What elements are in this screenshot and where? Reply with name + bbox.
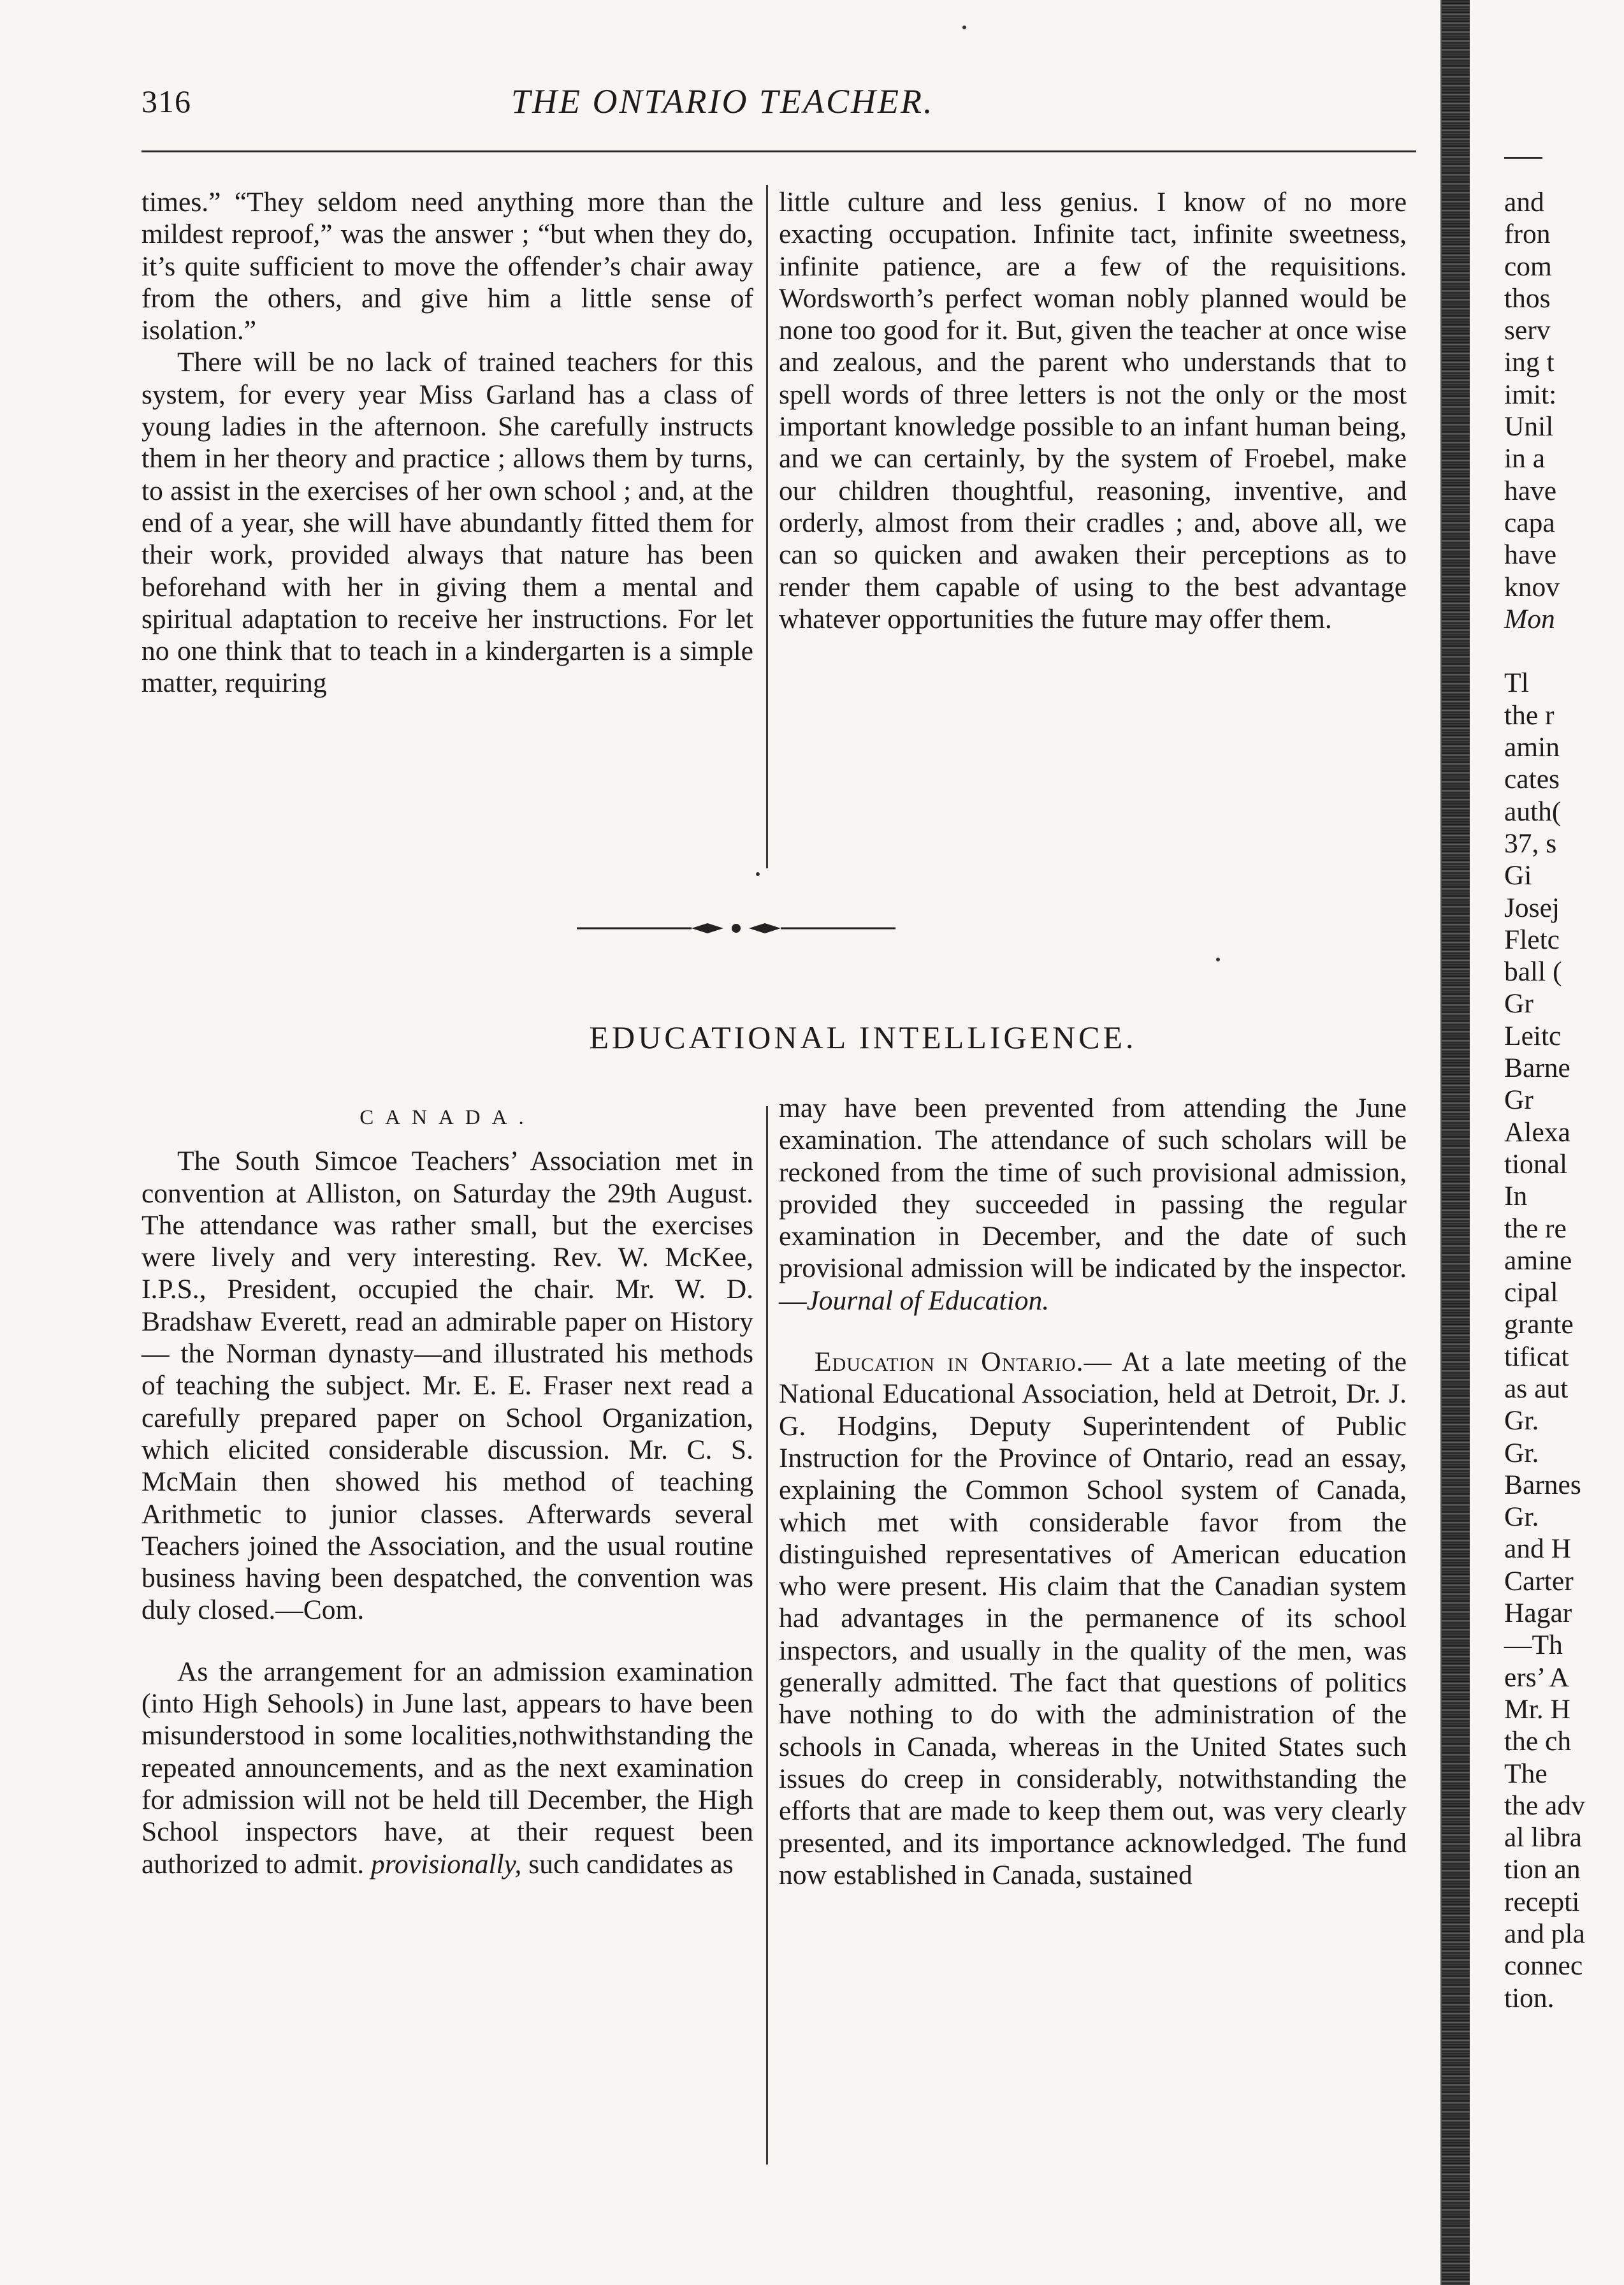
top-right-column <box>779 186 1407 635</box>
adjacent-fragment: Tl <box>1504 668 1529 699</box>
canada-heading: CANADA. <box>359 1106 535 1129</box>
section-title-text: EDUCATIONAL INTELLIGENCE. <box>589 1019 1137 1055</box>
paragraph: The South Simcoe Teachers’ Association met in convention at Alliston, on Saturday the 29th August. The attendance was rather small, but the exercises were lively and very interesting. Rev. W. McKee, I.P.S., President, occupied the chair. Mr. W. D. Bradshaw Everett, read an admirable paper on History — the Norman dynasty—and illustrated his methods of teaching the subject. Mr. E. E. Fraser next read a carefully prepared paper on School Organization, which elicited considerable discussion. Mr. C. S. McMain then showed his method of teaching Arithmetic to junior classes. Afterwards several Teachers joined the Association, and the usual routine business having been despatched, the convention was duly closed.—Com. <box>141 1146 753 1626</box>
continuation-paragraph <box>779 1092 1407 1317</box>
adjacent-fragment: com <box>1504 251 1552 282</box>
adjacent-fragment: Gi <box>1504 860 1532 891</box>
top-left-column <box>141 186 753 699</box>
adjacent-fragment: in a <box>1504 443 1546 474</box>
adjacent-fragment: thos <box>1504 282 1551 314</box>
italic-text: provisionally, <box>370 1848 522 1880</box>
speck <box>1216 958 1220 961</box>
adjacent-fragment: Fletc <box>1504 924 1560 955</box>
adjacent-fragment: In <box>1504 1181 1528 1212</box>
adjacent-fragment: as aut <box>1504 1373 1569 1404</box>
adjacent-header-rule <box>1504 157 1542 159</box>
adjacent-fragment: tion an <box>1504 1854 1581 1885</box>
adjacent-fragment: have <box>1504 539 1557 571</box>
adjacent-fragment: the r <box>1504 699 1555 731</box>
adjacent-fragment: tional <box>1504 1148 1568 1179</box>
adjacent-fragment: Josej <box>1504 892 1560 923</box>
adjacent-fragment <box>1504 635 1624 667</box>
adjacent-page-text <box>1504 186 1624 2014</box>
adjacent-fragment: al libra <box>1504 1822 1582 1853</box>
section-title <box>141 1019 1416 1056</box>
adjacent-fragment: the adv <box>1504 1790 1585 1821</box>
adjacent-fragment: 37, s <box>1504 828 1557 859</box>
section-ornament <box>577 916 895 941</box>
speck <box>756 872 760 876</box>
adjacent-fragment: Leitc <box>1504 1020 1562 1051</box>
ontario-text: — At a late meeting of the National Educational Association, held at Detroit, Dr. J. G. Hodgins, Deputy Superintendent of Public Instruction for the Province of Ontario, read an essay, explaining the Common School system of Canada, which met with considerable favor from the distinguished representatives of American education who were present. His claim that the Canadian system had advantages in the permanence of its school inspectors, and usually in the quality of the men, was generally admitted. The fact that questions of politics have nothing to do with the administration of the schools in Canada, whereas in the United States such issues do creep in considerably, notwithstanding the efforts that are made to keep them out, was very clearly presented, and its importance acknowledged. The fund now established in Canada, sustained <box>779 1347 1407 1890</box>
adjacent-fragment: capa <box>1504 507 1555 538</box>
admission-text-end: such candidates as <box>528 1848 734 1880</box>
ontario-paragraph <box>779 1346 1407 1891</box>
adjacent-fragment: fron <box>1504 219 1551 250</box>
adjacent-fragment: and H <box>1504 1533 1572 1565</box>
adjacent-fragment: the re <box>1504 1213 1567 1244</box>
adjacent-fragment: tificat <box>1504 1341 1569 1372</box>
bottom-right-column <box>779 1092 1407 1891</box>
adjacent-fragment: and <box>1504 187 1544 217</box>
adjacent-fragment: imit: <box>1504 379 1557 410</box>
ontario-heading: Education in Ontario. <box>815 1347 1084 1378</box>
paragraph: There will be no lack of trained teachers for this system, for every year Miss Garland has a class of young ladies in the afternoon. She carefully instructs them in her theory and practice ; allows them by turns, to assist in the exercises of her own school ; and, at the end of a year, she will have abundantly fitted them for their work, provided always that nature has been beforehand with her in giving them a mental and spiritual adaptation to receive her instructions. For let no one think that to teach in a kindergarten is a simple matter, requiring <box>141 347 753 699</box>
bottom-left-column <box>141 1102 753 1880</box>
adjacent-fragment: ing t <box>1504 347 1555 378</box>
paragraph: times.” “They seldom need anything more than the mildest reproof,” was the answer ; “but when they do, it’s quite sufficient to move the offender’s chair away from the others, and give him a little sense of isolation.” <box>141 187 753 346</box>
adjacent-fragment: cates <box>1504 764 1560 795</box>
adjacent-fragment: recepti <box>1504 1886 1580 1917</box>
admission-text: As the arrangement for an admission examination (into High Sehools) in June last, appears to have been misunderstood in some localities,nothwithstanding the repeated announcements, and as the next examination for admission will not be held till December, the High School inspectors have, at their request been authorized to admit. <box>141 1656 753 1880</box>
page-number: 316 <box>141 84 191 119</box>
adjacent-fragment: Mon <box>1504 603 1555 634</box>
continuation-text: may have been prevented from attending the June examination. The attendance of such scholars will be reckoned from the time of such provisional admission, provided they succeeded in passing the regular examination in December, and the date of such provisional admission will be indicated by the inspector.— <box>779 1093 1407 1316</box>
adjacent-fragment: Gr. <box>1504 1501 1539 1533</box>
adjacent-fragment: amine <box>1504 1245 1572 1276</box>
adjacent-fragment: Gr <box>1504 988 1533 1019</box>
adjacent-fragment: grante <box>1504 1309 1574 1340</box>
adjacent-fragment: Unil <box>1504 411 1554 442</box>
adjacent-fragment: The <box>1504 1758 1548 1789</box>
adjacent-fragment: cipal <box>1504 1277 1558 1308</box>
book-binding <box>1440 0 1470 2285</box>
adjacent-fragment: Mr. H <box>1504 1693 1570 1725</box>
adjacent-fragment: Barne <box>1504 1053 1570 1084</box>
adjacent-fragment: amin <box>1504 732 1560 763</box>
source-citation: Journal of Education. <box>806 1285 1050 1316</box>
column-divider <box>766 1106 768 2165</box>
column-divider <box>766 185 768 868</box>
adjacent-fragment: and pla <box>1504 1918 1585 1950</box>
adjacent-fragment: knov <box>1504 571 1560 602</box>
adjacent-fragment: Alexa <box>1504 1116 1570 1148</box>
adjacent-fragment: ball ( <box>1504 956 1562 988</box>
adjacent-fragment: tion. <box>1504 1982 1555 2013</box>
adjacent-fragment: auth( <box>1504 796 1562 827</box>
adjacent-fragment: Hagar <box>1504 1598 1572 1629</box>
adjacent-fragment: the ch <box>1504 1726 1572 1757</box>
adjacent-fragment: Carter <box>1504 1565 1574 1596</box>
adjacent-fragment: ers’ A <box>1504 1661 1569 1693</box>
adjacent-fragment: Gr. <box>1504 1405 1539 1436</box>
adjacent-fragment: Gr. <box>1504 1437 1539 1468</box>
adjacent-fragment: connec <box>1504 1950 1583 1982</box>
paragraph: little culture and less genius. I know of no more exacting occupation. Infinite tact, infinite sweetness, infinite patience, are a few of the requisitions. Wordsworth’s perfect woman nobly planned would be none too good for it. But, given the teacher at once wise and zealous, and the parent who understands that to spell words of three letters is not the only or the most important knowledge possible to an infant human being, and we can certainly, by the system of Froebel, make our children thoughtful, reasoning, inventive, and orderly, almost from their cradles ; and, above all, we can so quicken and awaken their perceptions as to render them capable of using to the best advantage whatever opportunities the future may offer them. <box>779 187 1407 634</box>
running-title: THE ONTARIO TEACHER. <box>511 82 934 120</box>
adjacent-fragment: Gr <box>1504 1084 1533 1116</box>
speck <box>962 26 966 29</box>
adjacent-fragment: serv <box>1504 315 1551 346</box>
admission-paragraph <box>141 1656 753 1880</box>
adjacent-fragment: Barnes <box>1504 1469 1581 1500</box>
header-rule <box>141 150 1416 152</box>
adjacent-fragment: have <box>1504 475 1557 506</box>
adjacent-fragment: —Th <box>1504 1630 1563 1661</box>
